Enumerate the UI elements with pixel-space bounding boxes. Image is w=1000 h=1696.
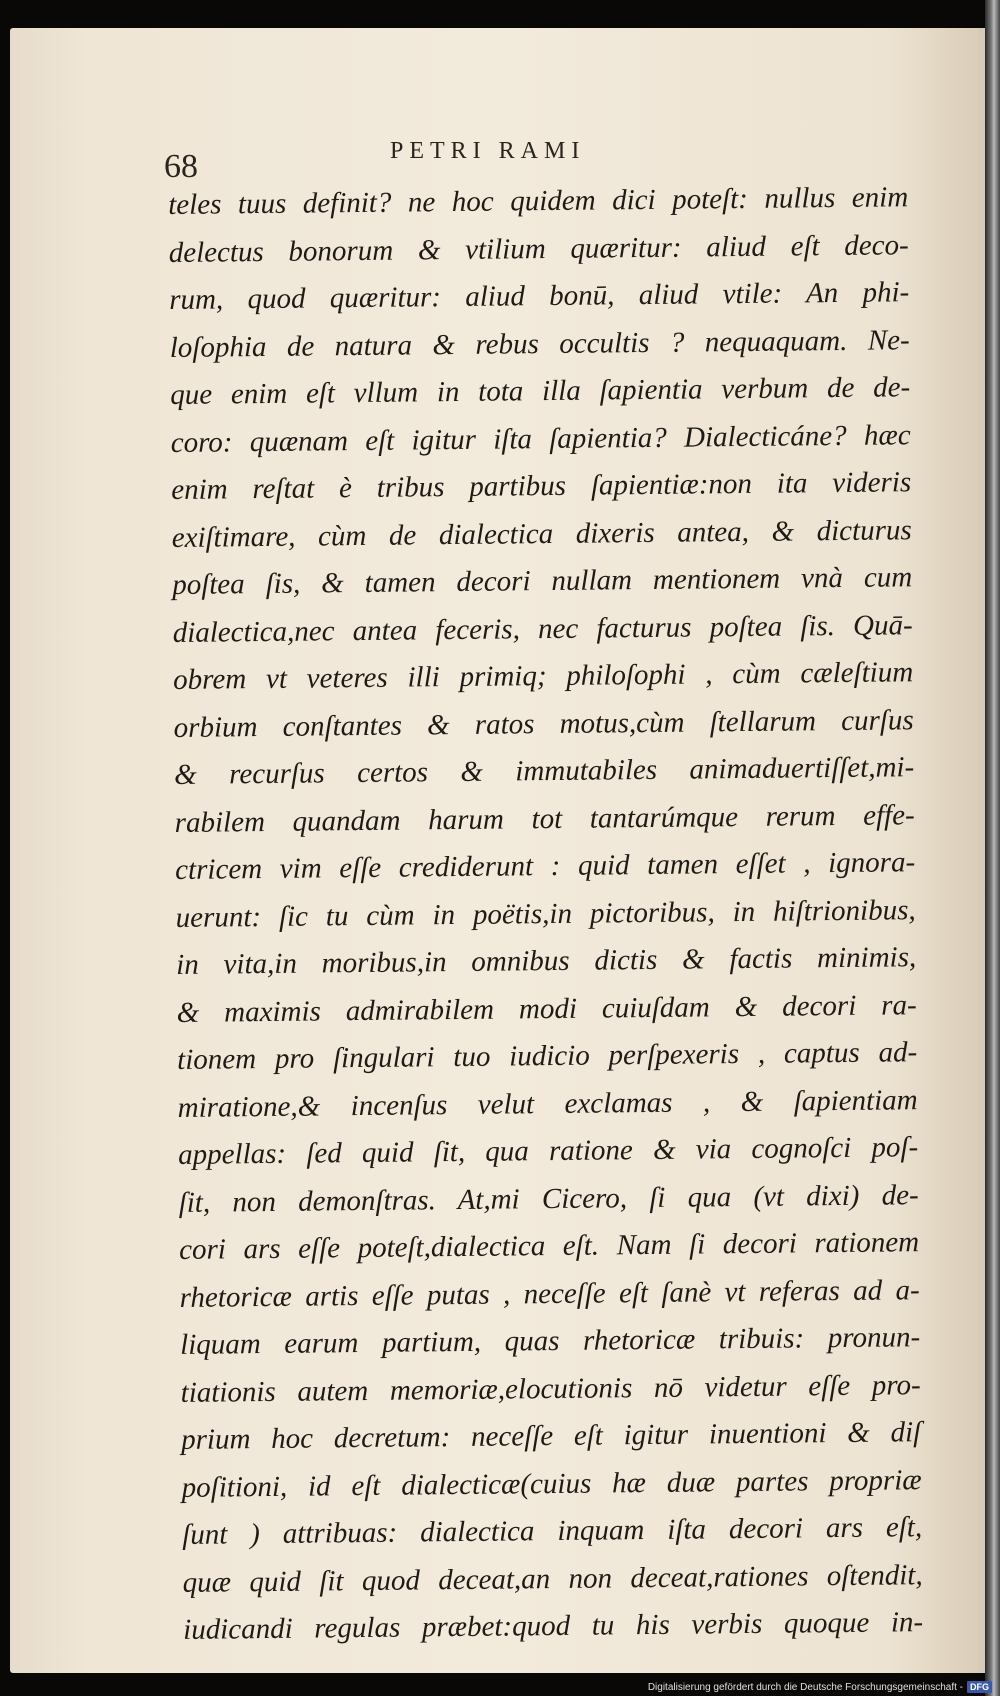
text-line: poſtea ſis, & tamen decori nullam mentionem vnà cum [172, 561, 913, 601]
text-line: exiſtimare, cùm de dialectica dixeris antea, & dicturus [171, 513, 912, 554]
text-line: ſit, non demonſtras. At,mi Cicero, ſi qua (vt dixi) de- [178, 1178, 919, 1219]
text-line: cori ars eſſe poteſt,dialectica eſt. Nam ſi decori rationem [179, 1226, 920, 1266]
text-line: prium hoc decretum: neceſſe eſt igitur inuentioni & diſ [181, 1416, 922, 1456]
text-line: coro: quænam eſt igitur iſta ſapientia? Dialecticáne? hæc [170, 418, 911, 459]
text-line: in vita,in moribus,in omnibus dictis & factis minimis, [176, 941, 917, 981]
text-line: & maximis admirabilem modi cuiuſdam & decori ra- [176, 988, 917, 1029]
text-line: liquam earum partium, quas rhetoricæ tribuis: pronun- [180, 1321, 921, 1361]
text-line: orbium conſtantes & ratos motus,cùm ſtellarum curſus [173, 703, 914, 744]
text-line: rum, quod quæritur: aliud bonū, aliud vtile: An phi- [169, 276, 910, 316]
text-line: uerunt: ſic tu cùm in poëtis,in pictoribus, in hiſtrionibus, [175, 893, 916, 934]
digitization-footer [648, 1681, 992, 1693]
text-line: appellas: ſed quid ſit, qua ratione & via cognoſci poſ- [178, 1131, 919, 1171]
text-line: poſitioni, id eſt dialecticæ(cuius hæ duæ partes propriæ [181, 1463, 922, 1504]
text-line: miratione,& incenſus velut exclamas , & ſapientiam [177, 1083, 918, 1124]
text-line: enim reſtat è tribus partibus ſapientiæ:non ita videris [171, 466, 912, 506]
text-line: ctricem vim eſſe crediderunt : quid tamen eſſet , ignora- [175, 846, 916, 886]
funding-credit: Digitalisierung gefördert durch die Deutsche Forschungsgemeinschaft - [647, 1681, 963, 1693]
page-number: 68 [164, 148, 198, 185]
text-line: iudicandi regulas præbet:quod tu his verbis quoque in- [182, 1606, 924, 1646]
text-line: delectus bonorum & vtilium quæritur: aliud eſt deco- [168, 228, 909, 269]
text-line: loſophia de natura & rebus occultis ? nequaquam. Ne- [169, 323, 910, 364]
text-line: obrem vt veteres illi primiq; philoſophi , cùm cæleſtium [173, 656, 914, 696]
text-line: quæ quid ſit quod deceat,an non deceat,rationes oſtendit, [182, 1558, 923, 1599]
text-line: tionem pro ſingulari tuo iudicio perſpexeris , captus ad- [177, 1036, 918, 1076]
text-line: que enim eſt vllum in tota illa ſapientia verbum de de- [170, 371, 911, 411]
text-line: teles tuus definit? ne hoc quidem dici poteſt: nullus enim [168, 181, 909, 221]
body-text [168, 174, 923, 1654]
text-line: & recurſus certos & immutabiles animaduertiſſet,mi- [174, 751, 915, 791]
text-line: rhetoricæ artis eſſe putas , neceſſe eſt ſanè vt referas ad a- [179, 1273, 920, 1314]
text-line: dialectica,nec antea feceris, nec facturus poſtea ſis. Quā- [172, 608, 913, 649]
text-line: rabilem quandam harum tot tantarúmque rerum effe- [174, 798, 915, 839]
book-fore-edge [985, 0, 1000, 1696]
text-line: ſunt ) attribuas: dialectica inquam iſta decori ars eſt, [182, 1511, 923, 1551]
text-line: tiationis autem memoriæ,elocutionis nō videtur eſſe pro- [180, 1368, 921, 1409]
running-head: PETRI RAMI [390, 138, 586, 164]
dfg-logo-icon: DFG [967, 1681, 992, 1693]
